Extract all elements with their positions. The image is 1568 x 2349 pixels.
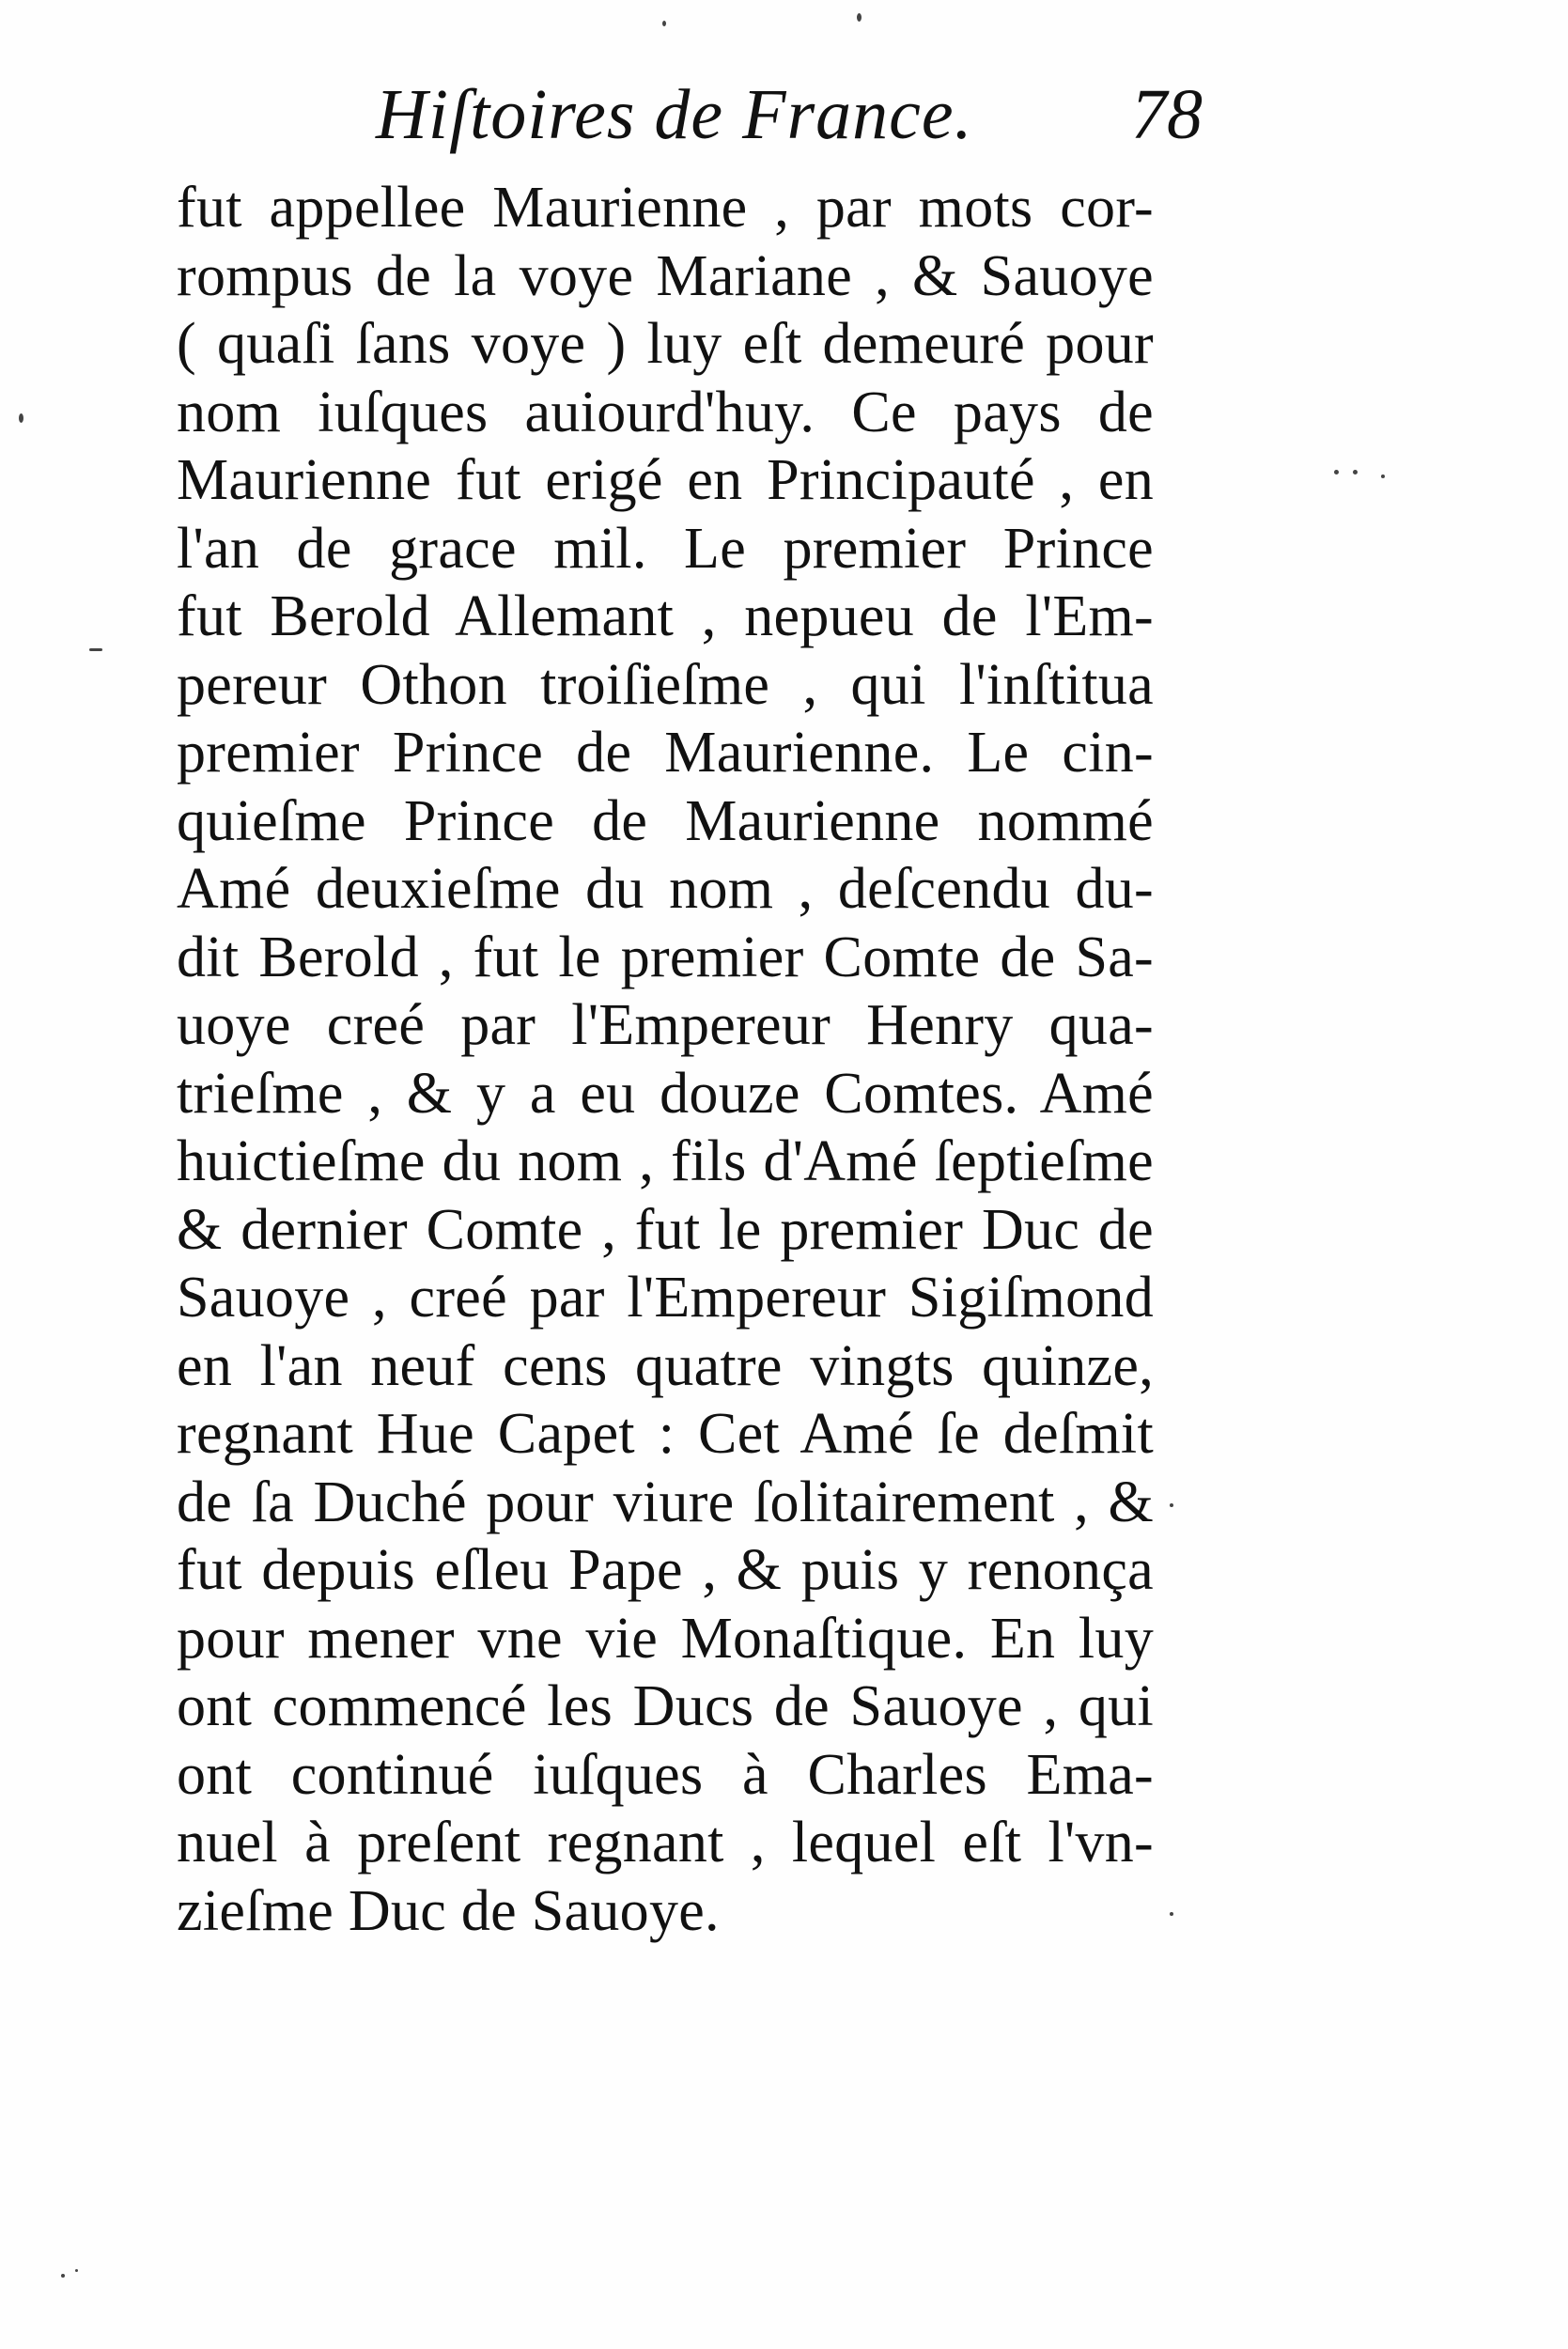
text-line: pour mener vne vie Monaſtique. En luy [177, 1606, 1154, 1671]
text-line: nom iuſques auiourd'huy. Ce pays de [177, 380, 1154, 444]
scan-speck [1353, 470, 1358, 474]
scan-speck [75, 2269, 78, 2272]
text-line: fut appellee Maurienne , par mots cor- [177, 176, 1154, 240]
scan-speck [19, 413, 23, 423]
text-line: Sauoye , creé par l'Empereur Sigiſmond [177, 1266, 1154, 1330]
scan-speck [1170, 1912, 1173, 1916]
page-number: 78 [1131, 75, 1203, 154]
text-line: Amé deuxieſme du nom , deſcendu du- [177, 857, 1154, 921]
text-line: l'an de grace mil. Le premier Prince [177, 516, 1154, 581]
text-line: de ſa Duché pour viure ſolitairement , & [177, 1470, 1154, 1534]
scan-speck [89, 648, 102, 651]
text-line: ont commencé les Ducs de Sauoye , qui [177, 1674, 1154, 1738]
text-line: nuel à preſent regnant , lequel eſt l'vn- [177, 1811, 1154, 1875]
running-title: Hiſtoires de France. [376, 75, 973, 154]
text-line: uoye creé par l'Empereur Henry qua- [177, 993, 1154, 1057]
text-line: rompus de la voye Mariane , & Sauoye [177, 243, 1154, 308]
text-line: dit Berold , fut le premier Comte de Sa- [177, 925, 1154, 989]
text-line: fut Berold Allemant , nepueu de l'Em- [177, 584, 1154, 648]
text-line: ( quaſi ſans voye ) luy eſt demeuré pour [177, 312, 1154, 376]
scan-speck [1334, 470, 1339, 474]
scan-speck [1170, 1503, 1173, 1507]
text-line: en l'an neuf cens quatre vingts quinze, [177, 1333, 1154, 1398]
text-line: fut depuis eſleu Pape , & puis y renonça [177, 1538, 1154, 1602]
text-line: huictieſme du nom , fils d'Amé ſeptieſme [177, 1129, 1154, 1193]
text-line: trieſme , & y a eu douze Comtes. Amé [177, 1061, 1154, 1126]
text-line: & dernier Comte , fut le premier Duc de [177, 1197, 1154, 1262]
scan-speck [857, 13, 862, 22]
text-line: Maurienne fut erigé en Principauté , en [177, 448, 1154, 512]
text-line: zieſme Duc de Sauoye. [177, 1878, 720, 1943]
text-line: regnant Hue Capet : Cet Amé ſe deſmit [177, 1402, 1154, 1466]
text-line: ont continué iuſques à Charles Ema- [177, 1742, 1154, 1807]
scan-speck [1381, 474, 1385, 478]
scan-speck [61, 2274, 65, 2278]
text-line: premier Prince de Maurienne. Le cin- [177, 721, 1154, 785]
text-line: pereur Othon troiſieſme , qui l'inſtitua [177, 652, 1154, 717]
body-text [177, 174, 1154, 2006]
scan-speck [662, 21, 666, 26]
text-line: quieſme Prince de Maurienne nommé [177, 788, 1154, 853]
running-head [376, 68, 1203, 162]
